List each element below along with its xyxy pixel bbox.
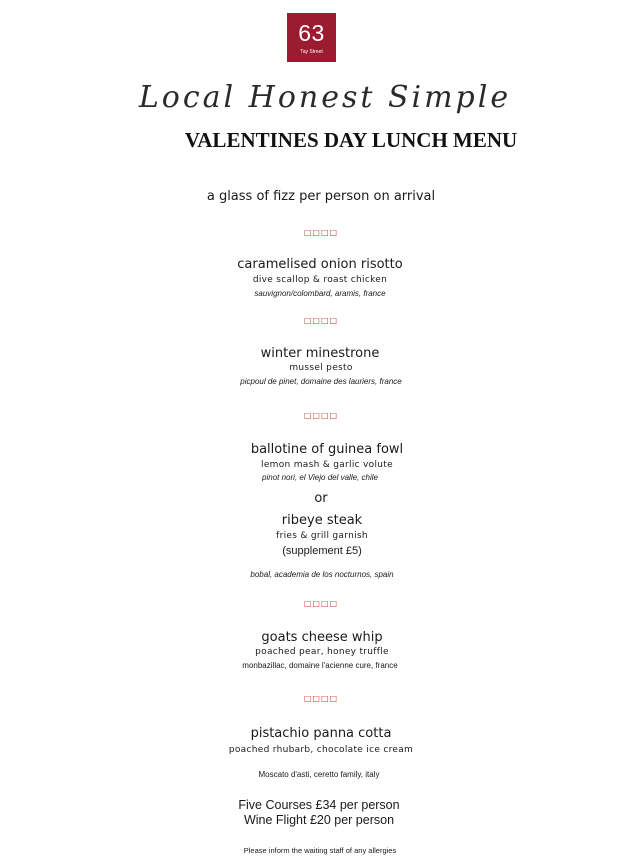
course-name: goats cheese whip bbox=[261, 630, 383, 645]
course-name: ribeye steak bbox=[281, 513, 363, 528]
wine-pairing: Moscato d'asti, ceretto family, italy bbox=[258, 770, 380, 779]
wine-pairing: pinot nori, el Viejo del valle, chile bbox=[262, 473, 378, 482]
wine-pairing: bobal, academia de los nocturnos, spain bbox=[250, 570, 394, 579]
logo-subtitle: Tay Street bbox=[300, 49, 323, 55]
or-label: or bbox=[314, 491, 328, 506]
course-description: poached rhubarb, chocolate ice cream bbox=[228, 745, 414, 755]
course-price: Five Courses £34 per person bbox=[238, 798, 400, 812]
menu-title: VALENTINES DAY LUNCH MENU bbox=[184, 128, 518, 152]
wine-pairing: picpoul de pinet, domaine des lauriers, france bbox=[240, 377, 402, 386]
course-description: mussel pesto bbox=[289, 363, 353, 373]
course-description: fries & grill garnish bbox=[276, 531, 368, 541]
course-description: lemon mash & garlic volute bbox=[261, 460, 393, 470]
restaurant-logo bbox=[287, 13, 336, 62]
course-description: dive scallop & roast chicken bbox=[252, 275, 388, 285]
wine-flight-price: Wine Flight £20 per person bbox=[243, 813, 395, 827]
supplement-note: (supplement £5) bbox=[282, 545, 362, 557]
separator: □□□□ bbox=[303, 316, 339, 325]
course-description: poached pear, honey truffle bbox=[255, 647, 389, 657]
allergy-note: Please inform the waiting staff of any allergies bbox=[243, 846, 397, 855]
separator: □□□□ bbox=[303, 228, 339, 237]
wine-pairing: sauvignon/colombard, aramis, france bbox=[254, 289, 386, 298]
logo-number: 63 bbox=[298, 20, 325, 46]
separator: □□□□ bbox=[303, 599, 339, 608]
wine-pairing: monbazillac, domaine l'acienne cure, france bbox=[242, 661, 398, 670]
intro-line: a glass of fizz per person on arrival bbox=[206, 189, 436, 204]
course-name: ballotine of guinea fowl bbox=[250, 442, 404, 457]
tagline: Local Honest Simple bbox=[138, 80, 512, 115]
separator: □□□□ bbox=[303, 411, 339, 420]
course-name: pistachio panna cotta bbox=[250, 726, 392, 741]
course-name: winter minestrone bbox=[260, 346, 380, 361]
separator: □□□□ bbox=[303, 694, 339, 703]
course-name: caramelised onion risotto bbox=[237, 257, 403, 272]
